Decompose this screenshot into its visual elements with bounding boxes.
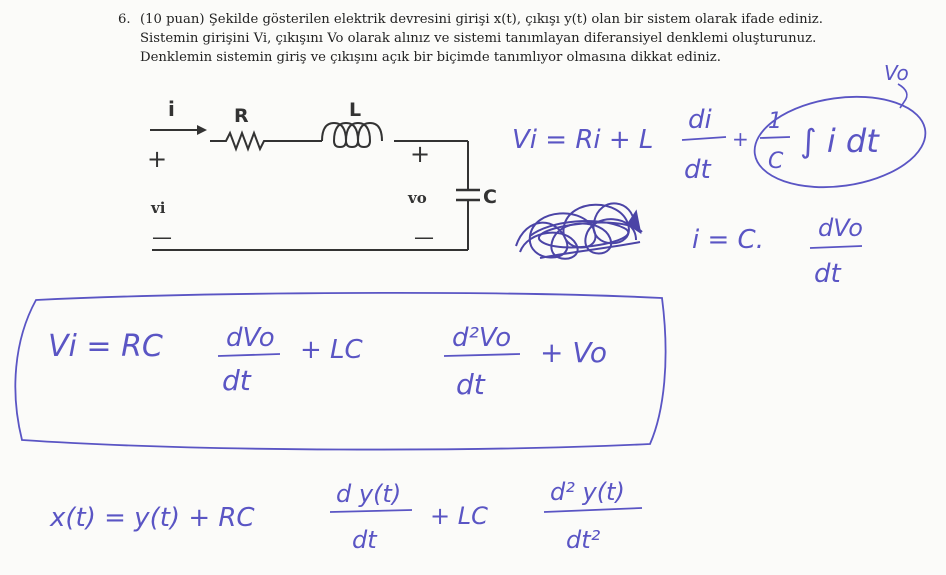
eq3-end: + Vo: [540, 336, 608, 369]
eq1-plus: +: [732, 127, 749, 151]
label-current-i: i: [168, 97, 175, 121]
current-arrow-head: [197, 125, 207, 135]
eq3-fraction2-num: d²Vo: [452, 323, 512, 353]
eq3-fraction1-num: dVo: [226, 323, 275, 353]
eq1-c-bar: [760, 137, 790, 138]
eq2-fraction-den: dt: [814, 259, 841, 289]
eq4-fraction2-num: d² y(t): [550, 478, 625, 506]
input-plus-sign: +: [147, 145, 168, 173]
eq3-box: [15, 293, 665, 450]
eq2-fraction-num: dVo: [818, 214, 863, 242]
eq2-lhs: i = C.: [692, 225, 764, 255]
eq3-fraction1-den: dt: [222, 364, 251, 397]
eq4-fraction1-num: d y(t): [336, 480, 402, 508]
eq3-fraction2-bar: [444, 354, 520, 356]
eq4-fraction2-den: dt²: [566, 526, 601, 554]
eq4-lhs: x(t) = y(t) + RC: [50, 503, 255, 533]
eq4-fraction2-bar: [544, 508, 642, 512]
eq1-integral: ∫ i dt: [800, 122, 879, 160]
eq1-fraction-num: di: [688, 105, 712, 135]
output-minus-sign: —: [414, 225, 434, 249]
circuit-labels: [147, 97, 497, 249]
output-plus-sign: +: [410, 140, 431, 168]
eq3-fraction1-bar: [218, 354, 280, 356]
eq3-lhs: Vi = RC: [48, 329, 163, 364]
eq3-mid: + LC: [300, 335, 363, 365]
eq3-fraction2-den: dt: [456, 368, 485, 401]
scribbled-out-mark: [516, 203, 642, 258]
label-inductor-l: L: [349, 99, 362, 121]
eq1-lhs: Vi = Ri + L: [512, 125, 654, 155]
eq2-fraction-bar: [810, 246, 862, 248]
question-line-3: Denklemin sistemin giriş ve çıkışını açık bir biçimde tanımlıyor olmasına dikkat ediniz.: [140, 50, 721, 65]
eq1-c-den: C: [768, 149, 784, 174]
input-minus-sign: —: [152, 225, 172, 249]
resistor-symbol: [210, 133, 322, 149]
label-resistor-r: R: [234, 105, 249, 127]
eq4-fraction1-bar: [330, 510, 412, 512]
handwritten-answers: [15, 61, 931, 554]
question-line-2: Sistemin girişini Vi, çıkışını Vo olarak alınız ve sistemi tanımlayan diferansiyel denklemi oluşturunuz.: [140, 31, 817, 46]
eq1-c-num: 1: [768, 109, 782, 134]
question-number: 6.: [118, 12, 131, 27]
inductor-symbol: [322, 123, 382, 147]
output-voltage-label: vo: [408, 189, 427, 207]
eq4-fraction1-den: dt: [352, 526, 377, 554]
note-vo: Vo: [884, 61, 909, 85]
input-voltage-label: vi: [151, 199, 166, 217]
eq4-mid: + LC: [430, 502, 488, 530]
eq1-fraction-den: dt: [684, 155, 711, 185]
eq1-fraction-bar: [682, 137, 726, 140]
question-line-1: (10 puan) Şekilde gösterilen elektrik devresini girişi x(t), çıkışı y(t) olan bir sistem olarak ifade ediniz.: [140, 12, 823, 27]
label-capacitor-c: C: [483, 186, 497, 208]
